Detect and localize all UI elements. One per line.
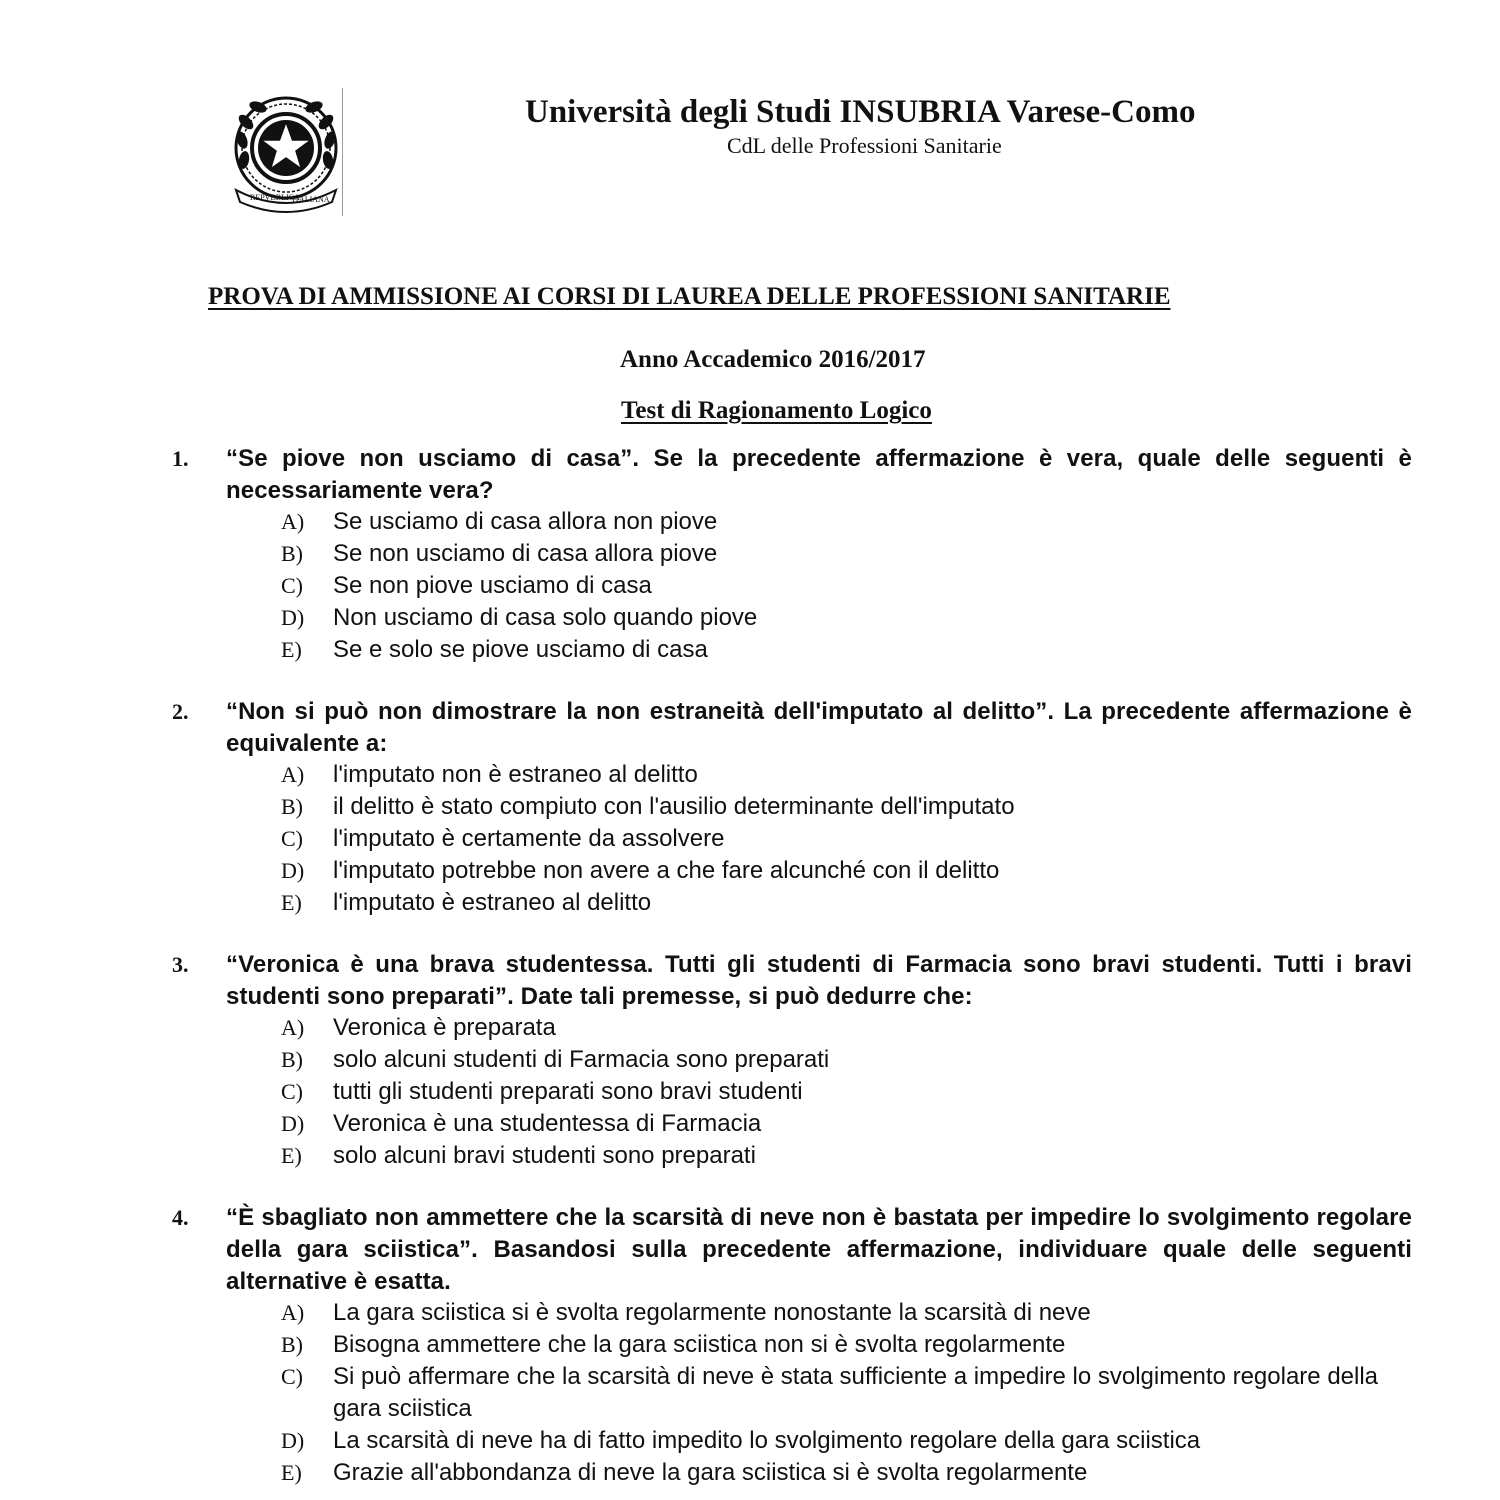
- option-text: solo alcuni bravi studenti sono preparati: [333, 1142, 756, 1169]
- option-letter: A): [281, 1300, 305, 1325]
- option-letter: D): [281, 605, 305, 630]
- test-title: Test di Ragionamento Logico: [621, 397, 932, 424]
- option-list: [0, 1012, 1500, 1172]
- option-b: [0, 538, 1500, 570]
- question-text: “Non si può non dimostrare la non estraneità dell'imputato al delitto”. La precedente affermazione è equivalente a:: [226, 698, 1412, 757]
- option-text: solo alcuni studenti di Farmacia sono preparati: [333, 1046, 830, 1073]
- option-letter: C): [281, 1079, 303, 1104]
- option-a: [0, 506, 1500, 538]
- option-a: [0, 759, 1500, 791]
- italian-republic-emblem-icon: [228, 92, 344, 214]
- option-text: Se usciamo di casa allora non piove: [333, 508, 718, 535]
- option-e: [0, 887, 1500, 919]
- option-letter: C): [281, 1364, 303, 1389]
- header-divider: [342, 88, 343, 216]
- option-e: [0, 634, 1500, 666]
- option-list: [0, 1297, 1500, 1489]
- option-c: [0, 823, 1500, 855]
- option-text: il delitto è stato compiuto con l'ausilio determinante dell'imputato: [333, 793, 1015, 820]
- university-name: Università degli Studi INSUBRIA Varese-Como: [525, 94, 1196, 130]
- option-d: [0, 602, 1500, 634]
- department-name: CdL delle Professioni Sanitarie: [727, 133, 1002, 158]
- question-number: 1.: [172, 446, 189, 471]
- svg-text:REPVBBLICA: REPVBBLICA: [250, 193, 300, 202]
- option-text: l'imputato non è estraneo al delitto: [333, 761, 698, 788]
- option-a: [0, 1012, 1500, 1044]
- option-text: Veronica è una studentessa di Farmacia: [333, 1110, 762, 1137]
- option-c: [0, 1076, 1500, 1108]
- question-text: “Se piove non usciamo di casa”. Se la precedente affermazione è vera, quale delle seguenti è necessariamente vera?: [226, 445, 1412, 504]
- option-text: l'imputato è certamente da assolvere: [333, 825, 725, 852]
- option-text: Bisogna ammettere che la gara sciistica non si è svolta regolarmente: [333, 1331, 1066, 1358]
- option-letter: A): [281, 1015, 305, 1040]
- option-text: Se e solo se piove usciamo di casa: [333, 636, 708, 663]
- option-c: [0, 570, 1500, 602]
- option-text: l'imputato è estraneo al delitto: [333, 889, 652, 916]
- option-text: tutti gli studenti preparati sono bravi studenti: [333, 1078, 803, 1105]
- option-d: [0, 1425, 1500, 1457]
- option-letter: D): [281, 1111, 305, 1136]
- option-text: Se non piove usciamo di casa: [333, 572, 652, 599]
- question-number: 4.: [172, 1205, 189, 1230]
- option-list: [0, 506, 1500, 666]
- option-letter: D): [281, 858, 305, 883]
- option-letter: B): [281, 541, 303, 566]
- option-d: [0, 855, 1500, 887]
- option-text: La gara sciistica si è svolta regolarmente nonostante la scarsità di neve: [333, 1299, 1091, 1326]
- option-letter: B): [281, 794, 303, 819]
- option-b: [0, 1044, 1500, 1076]
- option-text: l'imputato potrebbe non avere a che fare alcunché con il delitto: [333, 857, 1000, 884]
- option-list: [0, 759, 1500, 919]
- question-number: 2.: [172, 699, 189, 724]
- option-b: [0, 791, 1500, 823]
- option-letter: E): [281, 1460, 302, 1485]
- document-title: PROVA DI AMMISSIONE AI CORSI DI LAUREA DELLE PROFESSIONI SANITARIE: [208, 283, 1171, 310]
- option-letter: D): [281, 1428, 305, 1453]
- question-text: “Veronica è una brava studentessa. Tutti gli studenti di Farmacia sono bravi studenti. Tutti i bravi studenti sono preparati”. Date tali premesse, si può dedurre che:: [226, 951, 1412, 1010]
- option-d: [0, 1108, 1500, 1140]
- option-text: Si può affermare che la scarsità di neve è stata sufficiente a impedire lo svolgimento regolare della gara sciistica: [333, 1363, 1379, 1422]
- option-text: Se non usciamo di casa allora piove: [333, 540, 718, 567]
- option-text: Grazie all'abbondanza di neve la gara sciistica si è svolta regolarmente: [333, 1459, 1088, 1486]
- option-e: [0, 1140, 1500, 1172]
- academic-year: Anno Accademico 2016/2017: [620, 346, 926, 373]
- option-b: [0, 1329, 1500, 1361]
- option-a: [0, 1297, 1500, 1329]
- option-letter: C): [281, 573, 303, 598]
- option-letter: A): [281, 762, 305, 787]
- option-letter: B): [281, 1332, 303, 1357]
- option-letter: A): [281, 509, 305, 534]
- question-number: 3.: [172, 952, 189, 977]
- option-text: Non usciamo di casa solo quando piove: [333, 604, 758, 631]
- option-e: [0, 1457, 1500, 1489]
- svg-text:ITALIANA: ITALIANA: [292, 195, 330, 204]
- option-letter: B): [281, 1047, 303, 1072]
- option-text: Veronica è preparata: [333, 1014, 556, 1041]
- question-text: “È sbagliato non ammettere che la scarsità di neve non è bastata per impedire lo svolgimento regolare della gara sciistica”. Basandosi sulla precedente affermazione, individuare quale delle seguenti alternative è esatta.: [226, 1204, 1412, 1295]
- option-letter: E): [281, 637, 302, 662]
- option-text: La scarsità di neve ha di fatto impedito lo svolgimento regolare della gara sciistica: [333, 1427, 1201, 1454]
- option-letter: E): [281, 1143, 302, 1168]
- option-letter: E): [281, 890, 302, 915]
- option-letter: C): [281, 826, 303, 851]
- option-c: [0, 1361, 1500, 1425]
